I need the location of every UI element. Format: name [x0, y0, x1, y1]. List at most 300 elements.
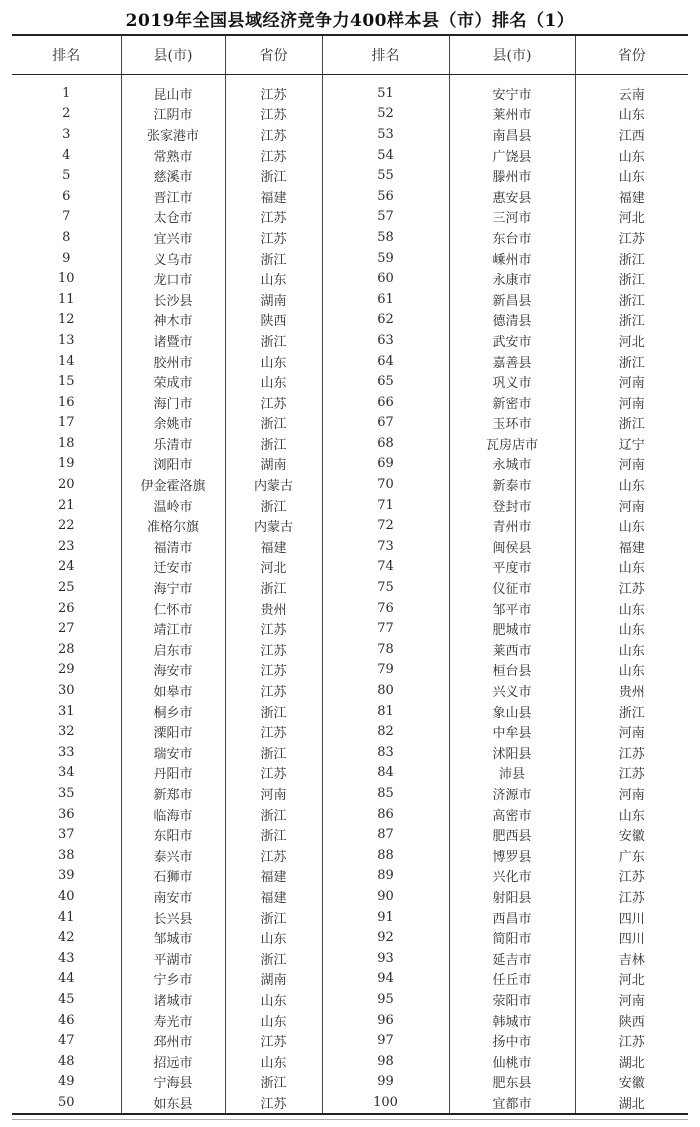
county-cell: 平湖市	[121, 948, 225, 969]
county-cell: 浏阳市	[121, 454, 225, 475]
rank-cell: 90	[322, 886, 449, 907]
table-row	[12, 1030, 688, 1051]
province-cell: 江苏	[225, 227, 322, 248]
county-cell: 青州市	[449, 515, 575, 536]
rank-cell: 86	[322, 804, 449, 825]
county-cell: 南安市	[121, 886, 225, 907]
province-cell: 山东	[225, 1051, 322, 1072]
province-cell: 江苏	[225, 763, 322, 784]
bottom-rule	[12, 1119, 688, 1120]
province-cell: 广东	[575, 845, 688, 866]
rank-cell: 20	[57, 477, 75, 493]
rank-cell: 88	[322, 845, 449, 866]
county-cell: 德清县	[449, 310, 575, 331]
province-cell: 四川	[575, 907, 688, 928]
county-cell: 永康市	[449, 268, 575, 289]
rank-cell: 24	[57, 559, 75, 575]
table-row	[12, 598, 688, 619]
county-cell: 江阴市	[121, 104, 225, 125]
table-row	[12, 557, 688, 578]
rank-cell: 89	[322, 866, 449, 887]
county-cell: 宁乡市	[121, 969, 225, 990]
province-cell: 内蒙古	[225, 474, 322, 495]
province-cell: 江苏	[225, 618, 322, 639]
province-cell: 河南	[575, 392, 688, 413]
county-cell: 简阳市	[449, 927, 575, 948]
province-cell: 福建	[225, 886, 322, 907]
rank-cell: 32	[57, 724, 75, 740]
rank-cell: 62	[322, 310, 449, 331]
rank-cell: 61	[322, 289, 449, 310]
county-cell: 仪征市	[449, 577, 575, 598]
rank-cell: 75	[322, 577, 449, 598]
rank-cell: 18	[57, 435, 75, 451]
rank-cell: 51	[322, 75, 449, 104]
province-cell: 福建	[575, 536, 688, 557]
header-province-right: 省份	[575, 35, 688, 75]
ranking-table	[12, 34, 688, 1115]
rank-cell: 64	[322, 351, 449, 372]
province-cell: 河北	[575, 969, 688, 990]
province-cell: 福建	[225, 866, 322, 887]
table-row	[12, 721, 688, 742]
rank-cell: 8	[62, 229, 71, 245]
province-cell: 湖北	[575, 1051, 688, 1072]
rank-cell: 44	[57, 971, 75, 987]
table-row	[12, 1092, 688, 1114]
county-cell: 迁安市	[121, 557, 225, 578]
county-cell: 慈溪市	[121, 165, 225, 186]
rank-cell: 70	[322, 474, 449, 495]
rank-cell: 30	[57, 683, 75, 699]
rank-cell: 78	[322, 639, 449, 660]
county-cell: 如东县	[121, 1092, 225, 1114]
county-cell: 嘉善县	[449, 351, 575, 372]
county-cell: 永城市	[449, 454, 575, 475]
province-cell: 山东	[225, 371, 322, 392]
province-cell: 山东	[225, 927, 322, 948]
province-cell: 山东	[225, 989, 322, 1010]
table-row	[12, 124, 688, 145]
province-cell: 江苏	[575, 577, 688, 598]
province-cell: 江苏	[575, 1030, 688, 1051]
table-row	[12, 289, 688, 310]
rank-cell: 69	[322, 454, 449, 475]
county-cell: 扬中市	[449, 1030, 575, 1051]
rank-cell: 17	[57, 415, 75, 431]
rank-cell: 37	[57, 827, 75, 843]
rank-cell: 84	[322, 763, 449, 784]
county-cell: 临海市	[121, 804, 225, 825]
county-cell: 滕州市	[449, 165, 575, 186]
province-cell: 江苏	[225, 1030, 322, 1051]
province-cell: 江苏	[225, 392, 322, 413]
table-row	[12, 1072, 688, 1093]
province-cell: 浙江	[575, 268, 688, 289]
county-cell: 石狮市	[121, 866, 225, 887]
county-cell: 太仓市	[121, 207, 225, 228]
table-row	[12, 330, 688, 351]
rank-cell: 43	[57, 950, 75, 966]
table-row	[12, 866, 688, 887]
county-cell: 仙桃市	[449, 1051, 575, 1072]
province-cell: 江苏	[575, 763, 688, 784]
county-cell: 三河市	[449, 207, 575, 228]
county-cell: 如皋市	[121, 680, 225, 701]
county-cell: 玉环市	[449, 413, 575, 434]
county-cell: 韩城市	[449, 1010, 575, 1031]
province-cell: 吉林	[575, 948, 688, 969]
table-row	[12, 1051, 688, 1072]
county-cell: 准格尔旗	[121, 515, 225, 536]
county-cell: 兴义市	[449, 680, 575, 701]
table-row	[12, 783, 688, 804]
county-cell: 惠安县	[449, 186, 575, 207]
table-row	[12, 165, 688, 186]
province-cell: 江西	[575, 124, 688, 145]
rank-cell: 95	[322, 989, 449, 1010]
county-cell: 诸城市	[121, 989, 225, 1010]
table-row	[12, 413, 688, 434]
county-cell: 博罗县	[449, 845, 575, 866]
rank-cell: 45	[57, 991, 75, 1007]
rank-cell: 99	[322, 1072, 449, 1093]
rank-cell: 4	[62, 147, 71, 163]
rank-cell: 63	[322, 330, 449, 351]
county-cell: 伊金霍洛旗	[121, 474, 225, 495]
county-cell: 闽侯县	[449, 536, 575, 557]
province-cell: 浙江	[225, 701, 322, 722]
rank-cell: 31	[57, 703, 75, 719]
province-cell: 江苏	[225, 145, 322, 166]
province-cell: 浙江	[225, 742, 322, 763]
province-cell: 江苏	[225, 207, 322, 228]
table-row	[12, 1010, 688, 1031]
table-row	[12, 351, 688, 372]
rank-cell: 28	[57, 641, 75, 657]
rank-cell: 83	[322, 742, 449, 763]
province-cell: 江苏	[225, 124, 322, 145]
rank-cell: 97	[322, 1030, 449, 1051]
table-row	[12, 268, 688, 289]
county-cell: 沭阳县	[449, 742, 575, 763]
county-cell: 海宁市	[121, 577, 225, 598]
rank-cell: 81	[322, 701, 449, 722]
table-row	[12, 742, 688, 763]
province-cell: 云南	[575, 75, 688, 104]
province-cell: 安徽	[575, 824, 688, 845]
province-cell: 山东	[575, 145, 688, 166]
province-cell: 江苏	[575, 886, 688, 907]
rank-cell: 71	[322, 495, 449, 516]
province-cell: 江苏	[575, 866, 688, 887]
rank-cell: 50	[12, 1092, 121, 1114]
county-cell: 肥城市	[449, 618, 575, 639]
table-row	[12, 701, 688, 722]
province-cell: 浙江	[225, 824, 322, 845]
county-cell: 海安市	[121, 660, 225, 681]
table-row	[12, 371, 688, 392]
county-cell: 新密市	[449, 392, 575, 413]
county-cell: 邳州市	[121, 1030, 225, 1051]
table-row	[12, 145, 688, 166]
rank-cell: 73	[322, 536, 449, 557]
rank-cell: 2	[62, 106, 71, 122]
rank-cell: 76	[322, 598, 449, 619]
province-cell: 浙江	[225, 330, 322, 351]
table-title: 2019年全国县域经济竞争力400样本县（市）排名（1）	[125, 11, 575, 31]
province-cell: 山东	[575, 474, 688, 495]
rank-cell: 35	[57, 785, 75, 801]
rank-cell: 68	[322, 433, 449, 454]
province-cell: 江苏	[575, 742, 688, 763]
county-cell: 东台市	[449, 227, 575, 248]
province-cell: 江苏	[225, 75, 322, 104]
province-cell: 河南	[575, 371, 688, 392]
rank-cell: 56	[322, 186, 449, 207]
province-cell: 福建	[575, 186, 688, 207]
county-cell: 乐清市	[121, 433, 225, 454]
rank-cell: 46	[57, 1012, 75, 1028]
header-rank-right: 排名	[322, 35, 449, 75]
province-cell: 浙江	[575, 701, 688, 722]
rank-cell: 33	[57, 744, 75, 760]
rank-cell: 85	[322, 783, 449, 804]
table-row	[12, 433, 688, 454]
county-cell: 长沙县	[121, 289, 225, 310]
rank-cell: 12	[57, 312, 75, 328]
rank-cell: 52	[322, 104, 449, 125]
table-row	[12, 248, 688, 269]
county-cell: 登封市	[449, 495, 575, 516]
rank-cell: 49	[57, 1074, 75, 1090]
county-cell: 新郑市	[121, 783, 225, 804]
province-cell: 河南	[575, 495, 688, 516]
table-row	[12, 989, 688, 1010]
province-cell: 山东	[575, 104, 688, 125]
rank-cell: 42	[57, 930, 75, 946]
province-cell: 山东	[575, 598, 688, 619]
county-cell: 福清市	[121, 536, 225, 557]
table-row	[12, 75, 688, 104]
rank-cell: 38	[57, 847, 75, 863]
table-body	[12, 75, 688, 1114]
rank-cell: 67	[322, 413, 449, 434]
province-cell: 江苏	[225, 639, 322, 660]
county-cell: 广饶县	[449, 145, 575, 166]
province-cell: 浙江	[225, 413, 322, 434]
province-cell: 辽宁	[575, 433, 688, 454]
table-row	[12, 660, 688, 681]
table-row	[12, 969, 688, 990]
province-cell: 四川	[575, 927, 688, 948]
province-cell: 河北	[225, 557, 322, 578]
county-cell: 任丘市	[449, 969, 575, 990]
rank-cell: 57	[322, 207, 449, 228]
header-county-right: 县(市)	[449, 35, 575, 75]
table-row	[12, 824, 688, 845]
province-cell: 江苏	[225, 1092, 322, 1114]
county-cell: 桐乡市	[121, 701, 225, 722]
table-row	[12, 577, 688, 598]
table-row	[12, 515, 688, 536]
rank-cell: 98	[322, 1051, 449, 1072]
county-cell: 海门市	[121, 392, 225, 413]
header-rank-left: 排名	[12, 35, 121, 75]
county-cell: 安宁市	[449, 75, 575, 104]
province-cell: 山东	[225, 351, 322, 372]
table-row	[12, 927, 688, 948]
county-cell: 莱州市	[449, 104, 575, 125]
province-cell: 山东	[575, 660, 688, 681]
rank-cell: 10	[57, 271, 75, 287]
county-cell: 丹阳市	[121, 763, 225, 784]
table-row	[12, 104, 688, 125]
rank-cell: 47	[57, 1033, 75, 1049]
county-cell: 延吉市	[449, 948, 575, 969]
county-cell: 晋江市	[121, 186, 225, 207]
county-cell: 宜兴市	[121, 227, 225, 248]
table-row	[12, 948, 688, 969]
rank-cell: 14	[57, 353, 75, 369]
province-cell: 湖南	[225, 289, 322, 310]
province-cell: 山东	[575, 618, 688, 639]
province-cell: 河南	[225, 783, 322, 804]
rank-cell: 87	[322, 824, 449, 845]
province-cell: 江苏	[225, 845, 322, 866]
province-cell: 山东	[575, 557, 688, 578]
county-cell: 仁怀市	[121, 598, 225, 619]
county-cell: 桓台县	[449, 660, 575, 681]
rank-cell: 77	[322, 618, 449, 639]
province-cell: 内蒙古	[225, 515, 322, 536]
county-cell: 瓦房店市	[449, 433, 575, 454]
table-row	[12, 680, 688, 701]
table-row	[12, 227, 688, 248]
province-cell: 陕西	[225, 310, 322, 331]
province-cell: 浙江	[225, 804, 322, 825]
province-cell: 江苏	[225, 680, 322, 701]
county-cell: 巩义市	[449, 371, 575, 392]
rank-cell: 59	[322, 248, 449, 269]
county-cell: 诸暨市	[121, 330, 225, 351]
rank-cell: 15	[57, 374, 75, 390]
rank-cell: 60	[322, 268, 449, 289]
province-cell: 江苏	[225, 721, 322, 742]
province-cell: 浙江	[575, 413, 688, 434]
rank-cell: 72	[322, 515, 449, 536]
province-cell: 浙江	[225, 948, 322, 969]
table-row	[12, 392, 688, 413]
county-cell: 龙口市	[121, 268, 225, 289]
county-cell: 肥东县	[449, 1072, 575, 1093]
rank-cell: 41	[57, 909, 75, 925]
rank-cell: 74	[322, 557, 449, 578]
rank-cell: 29	[57, 662, 75, 678]
rank-cell: 27	[57, 621, 75, 637]
county-cell: 温岭市	[121, 495, 225, 516]
province-cell: 浙江	[225, 577, 322, 598]
province-cell: 浙江	[575, 248, 688, 269]
province-cell: 江苏	[225, 660, 322, 681]
county-cell: 胶州市	[121, 351, 225, 372]
province-cell: 河南	[575, 989, 688, 1010]
province-cell: 山东	[575, 804, 688, 825]
table-row	[12, 536, 688, 557]
county-cell: 武安市	[449, 330, 575, 351]
county-cell: 新昌县	[449, 289, 575, 310]
header-county-left: 县(市)	[121, 35, 225, 75]
province-cell: 浙江	[225, 433, 322, 454]
rank-cell: 93	[322, 948, 449, 969]
province-cell: 福建	[225, 186, 322, 207]
province-cell: 湖北	[575, 1092, 688, 1114]
county-cell: 宜都市	[449, 1092, 575, 1114]
rank-cell: 65	[322, 371, 449, 392]
rank-cell: 54	[322, 145, 449, 166]
province-cell: 河南	[575, 721, 688, 742]
county-cell: 荥阳市	[449, 989, 575, 1010]
table-row	[12, 474, 688, 495]
rank-cell: 91	[322, 907, 449, 928]
table-row	[12, 186, 688, 207]
county-cell: 启东市	[121, 639, 225, 660]
county-cell: 常熟市	[121, 145, 225, 166]
table-row	[12, 907, 688, 928]
province-cell: 湖南	[225, 454, 322, 475]
province-cell: 陕西	[575, 1010, 688, 1031]
rank-cell: 9	[62, 250, 71, 266]
rank-cell: 21	[57, 497, 75, 513]
rank-cell: 1	[62, 85, 71, 101]
county-cell: 兴化市	[449, 866, 575, 887]
county-cell: 中牟县	[449, 721, 575, 742]
county-cell: 靖江市	[121, 618, 225, 639]
rank-cell: 7	[62, 209, 71, 225]
rank-cell: 25	[57, 580, 75, 596]
rank-cell: 79	[322, 660, 449, 681]
province-cell: 浙江	[225, 907, 322, 928]
county-cell: 余姚市	[121, 413, 225, 434]
county-cell: 寿光市	[121, 1010, 225, 1031]
county-cell: 瑞安市	[121, 742, 225, 763]
rank-cell: 13	[57, 332, 75, 348]
province-cell: 贵州	[225, 598, 322, 619]
rank-cell: 23	[57, 538, 75, 554]
county-cell: 昆山市	[121, 75, 225, 104]
table-row	[12, 495, 688, 516]
county-cell: 南昌县	[449, 124, 575, 145]
province-cell: 浙江	[575, 289, 688, 310]
table-row	[12, 618, 688, 639]
county-cell: 高密市	[449, 804, 575, 825]
table-row	[12, 310, 688, 331]
province-cell: 河北	[575, 207, 688, 228]
county-cell: 荣成市	[121, 371, 225, 392]
county-cell: 莱西市	[449, 639, 575, 660]
province-cell: 浙江	[225, 1072, 322, 1093]
province-cell: 河北	[575, 330, 688, 351]
county-cell: 招远市	[121, 1051, 225, 1072]
county-cell: 长兴县	[121, 907, 225, 928]
county-cell: 东阳市	[121, 824, 225, 845]
rank-cell: 58	[322, 227, 449, 248]
county-cell: 肥西县	[449, 824, 575, 845]
rank-cell: 55	[322, 165, 449, 186]
table-row	[12, 886, 688, 907]
header-province-left: 省份	[225, 35, 322, 75]
county-cell: 神木市	[121, 310, 225, 331]
